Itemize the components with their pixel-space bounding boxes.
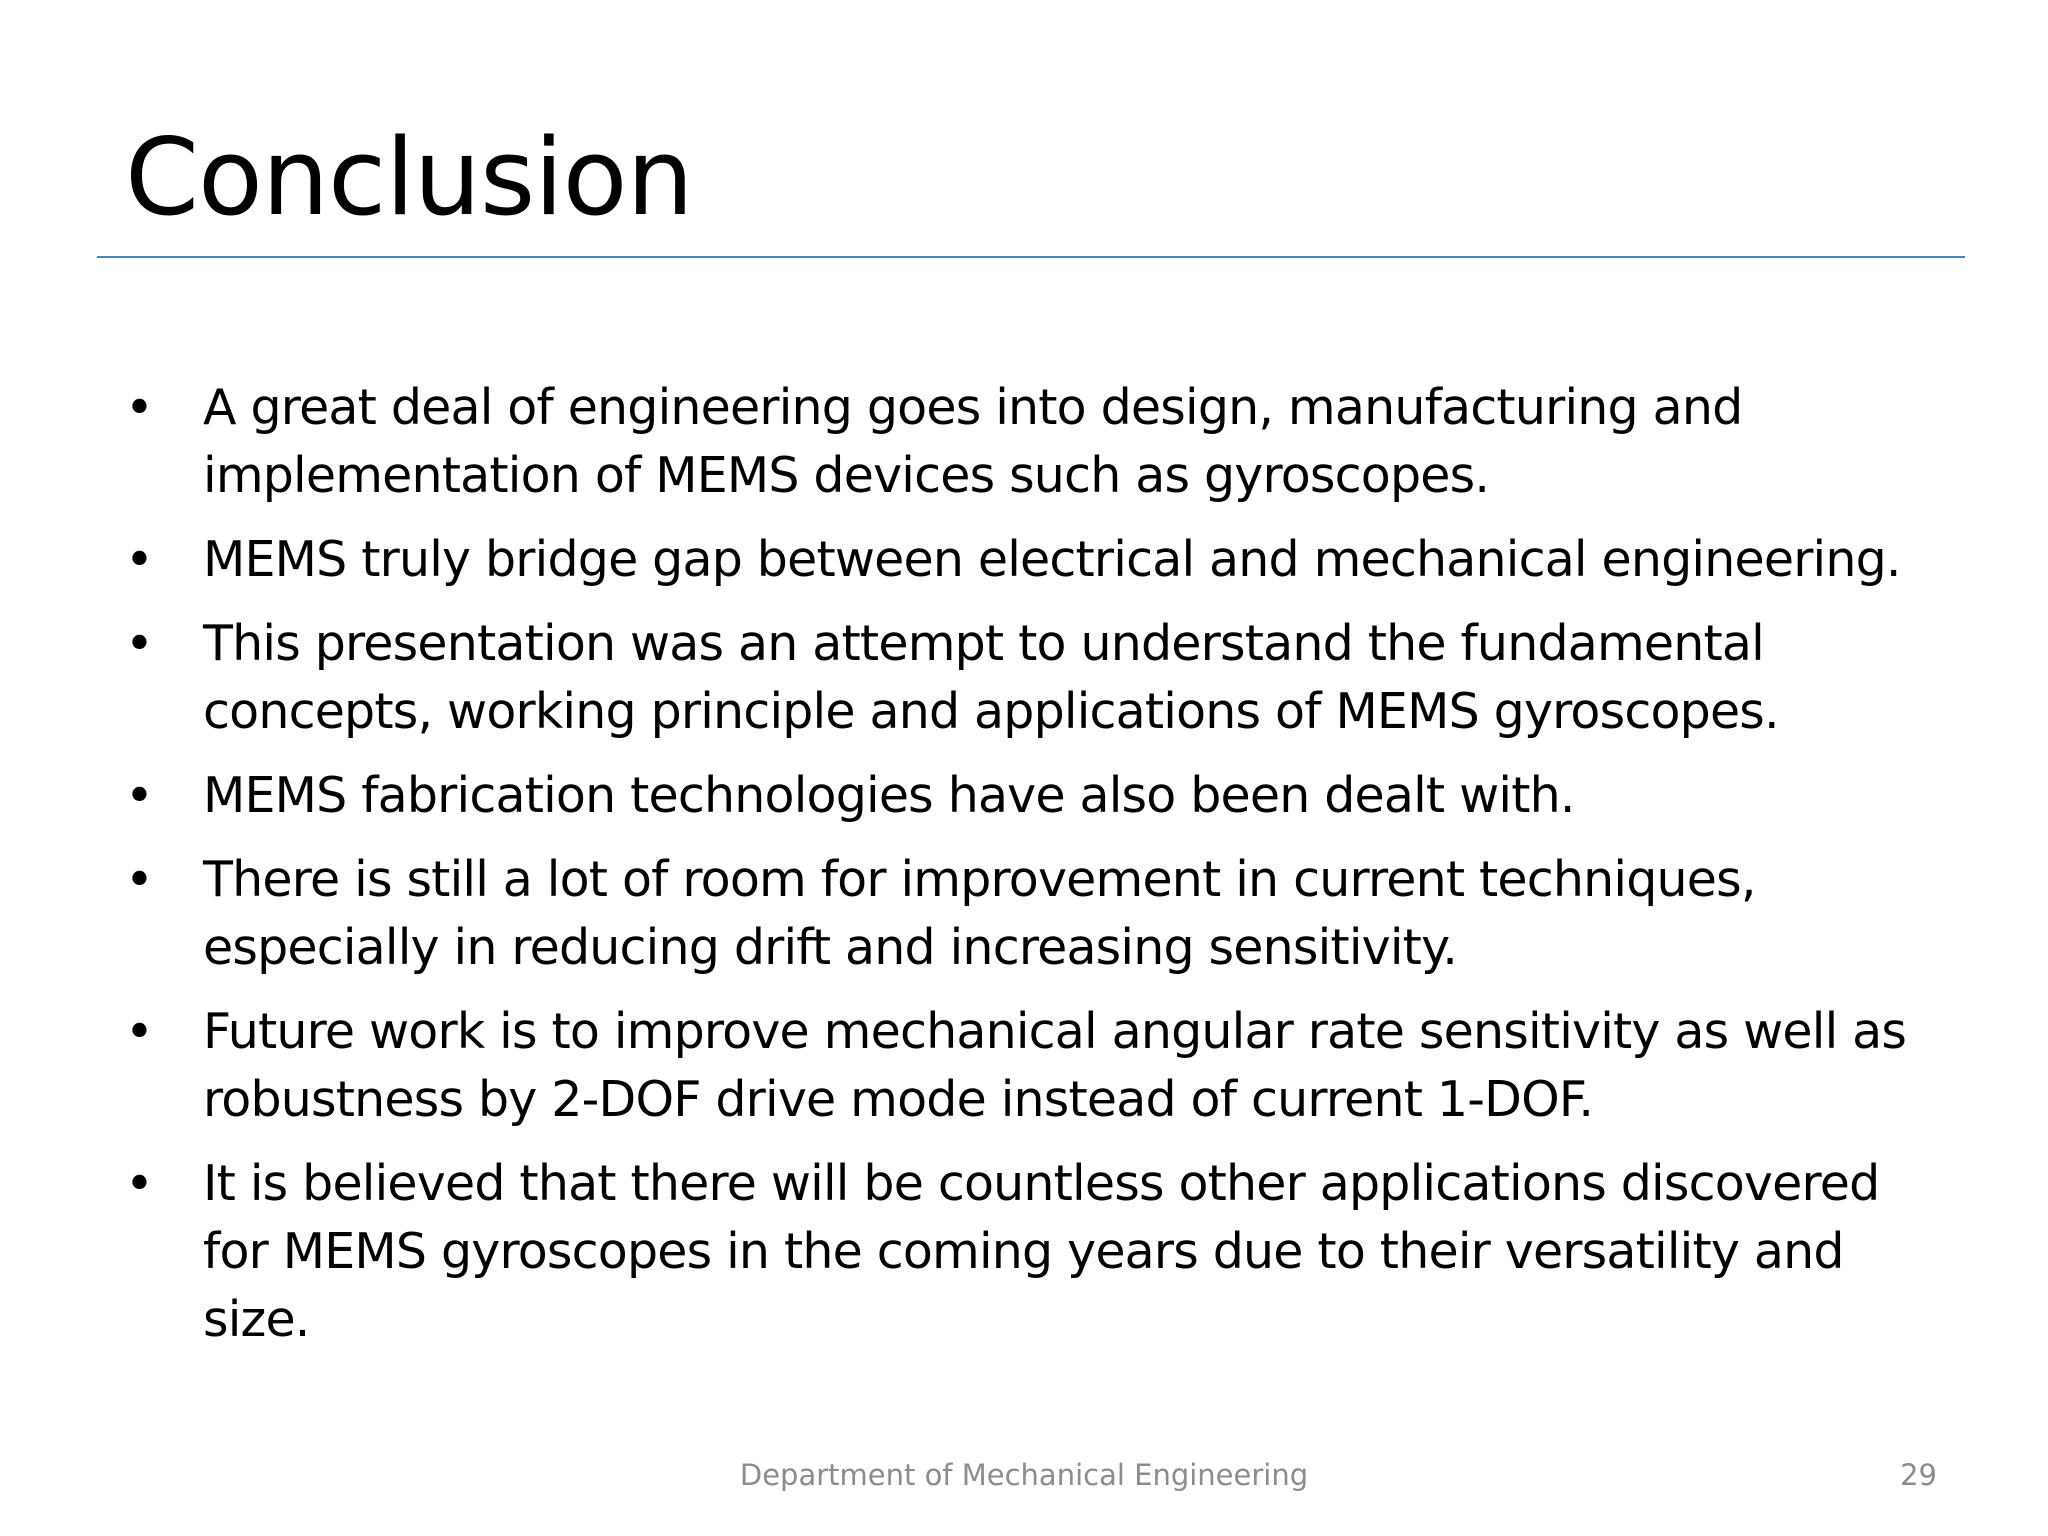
- bullet-text: This presentation was an attempt to understand the fundamental concepts, working principle and applications of MEMS gyroscopes.: [203, 615, 1779, 740]
- bullet-item: [125, 1150, 1945, 1354]
- bullet-text: Future work is to improve mechanical angular rate sensitivity as well as robustness by 2-DOF drive mode instead of current 1-DOF.: [203, 1003, 1907, 1128]
- page-number: 29: [1900, 1458, 1937, 1492]
- bullet-dot-icon: •: [125, 767, 154, 824]
- bullet-item: [125, 762, 1945, 830]
- footer-department: Department of Mechanical Engineering: [739, 1458, 1309, 1492]
- bullet-text: It is believed that there will be countless other applications discovered for MEMS gyroscopes in the coming years due to their versatility and size.: [203, 1155, 1880, 1348]
- bullet-text: A great deal of engineering goes into design, manufacturing and implementation of MEMS devices such as gyroscopes.: [203, 379, 1743, 504]
- bullet-dot-icon: •: [125, 531, 154, 588]
- slide-title: Conclusion: [125, 116, 693, 239]
- bullet-item: [125, 610, 1945, 746]
- bullet-text: There is still a lot of room for improvement in current techniques, especially in reducing drift and increasing sensitivity.: [203, 851, 1756, 976]
- bullet-dot-icon: •: [125, 851, 154, 908]
- bullet-item: [125, 526, 1945, 594]
- bullet-dot-icon: •: [125, 379, 154, 436]
- bullet-item: [125, 846, 1945, 982]
- bullet-text: MEMS fabrication technologies have also been dealt with.: [203, 767, 1575, 824]
- bullet-dot-icon: •: [125, 1155, 154, 1212]
- bullet-dot-icon: •: [125, 1003, 154, 1060]
- bullet-list: [125, 374, 1945, 1370]
- bullet-item: [125, 374, 1945, 510]
- title-underline: [97, 256, 1965, 258]
- bullet-dot-icon: •: [125, 615, 154, 672]
- bullet-text: MEMS truly bridge gap between electrical and mechanical engineering.: [203, 531, 1901, 588]
- bullet-item: [125, 998, 1945, 1134]
